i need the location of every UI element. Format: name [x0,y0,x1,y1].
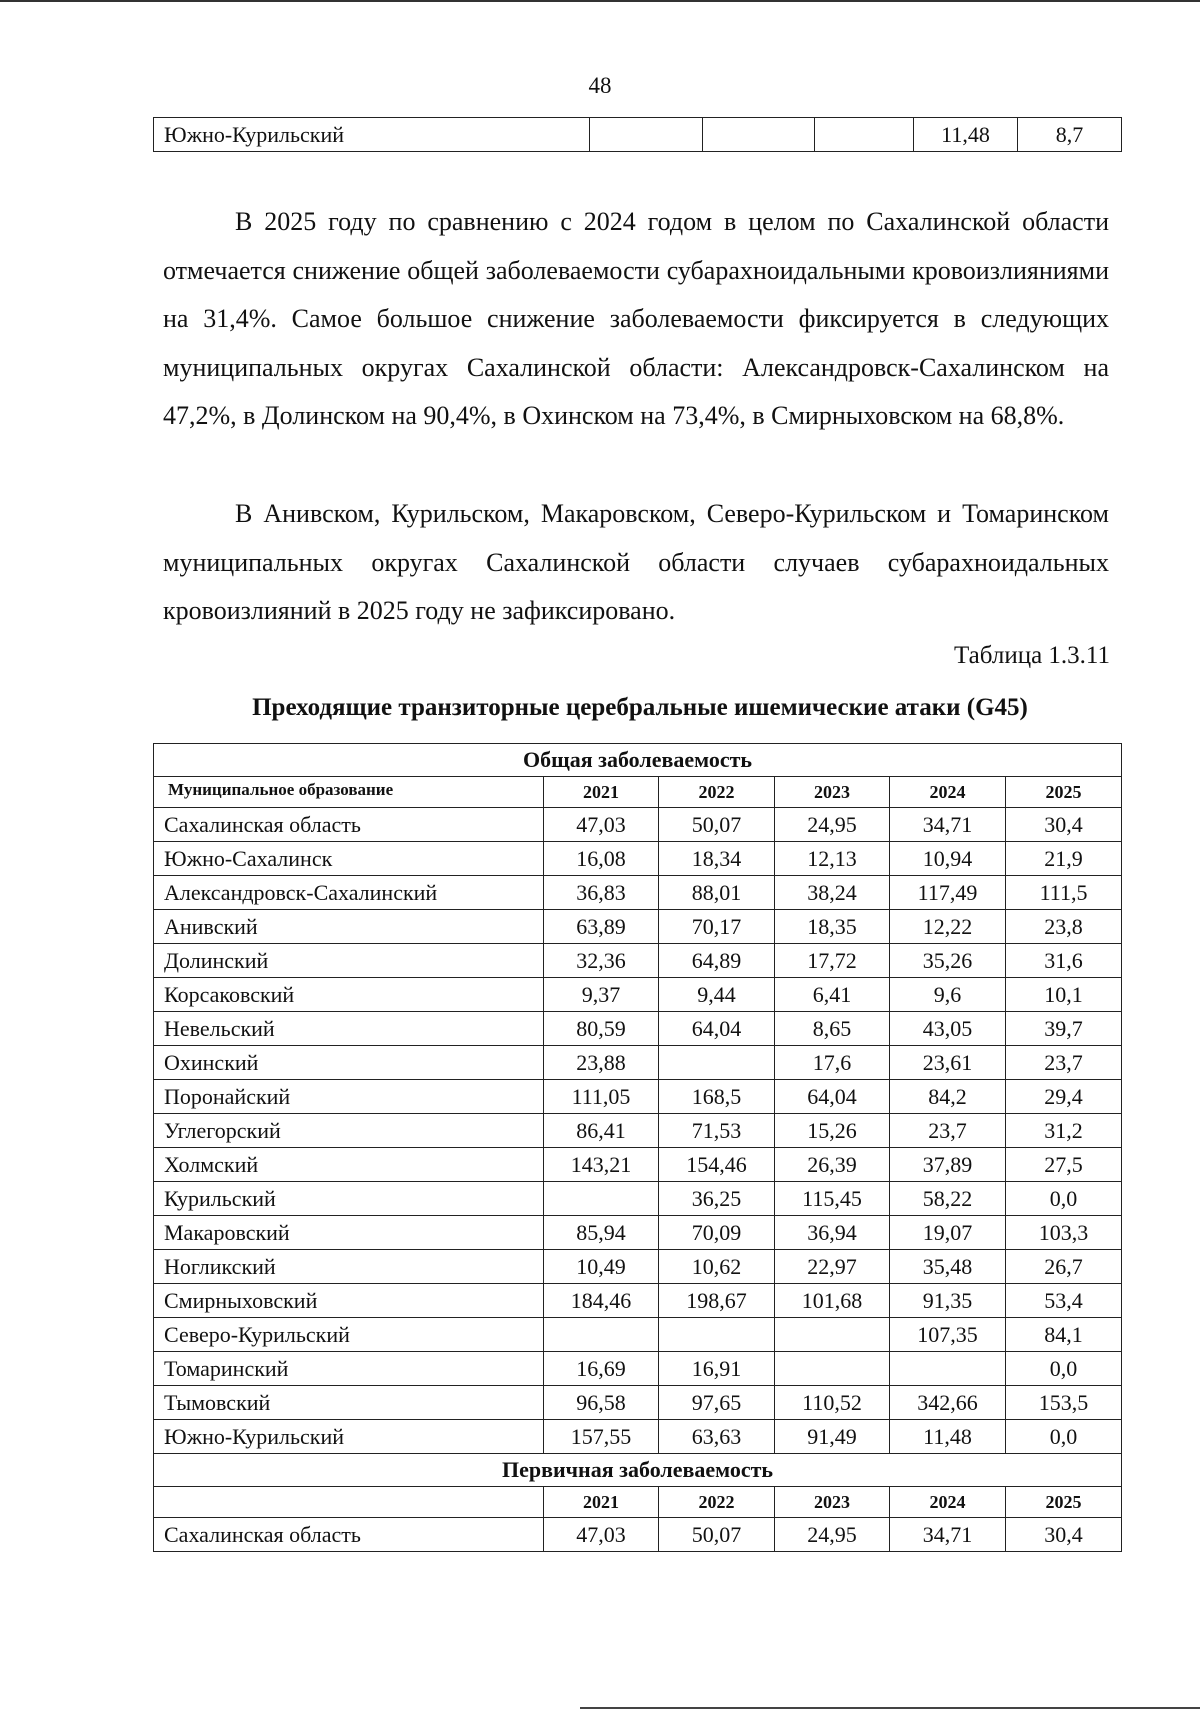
row-name: Александровск-Сахалинский [154,876,544,910]
value-cell: 117,49 [890,876,1006,910]
value-cell: 198,67 [659,1284,775,1318]
value-cell: 63,89 [544,910,659,944]
value-cell: 31,6 [1006,944,1122,978]
value-cell: 43,05 [890,1012,1006,1046]
table-row [154,1352,1122,1386]
value-cell [544,1318,659,1352]
value-cell: 85,94 [544,1216,659,1250]
value-cell: 23,61 [890,1046,1006,1080]
value-cell: 32,36 [544,944,659,978]
value-cell: 96,58 [544,1386,659,1420]
section-header-row [154,1454,1122,1487]
value-cell: 91,35 [890,1284,1006,1318]
value-cell: 17,72 [775,944,890,978]
table-row [154,1250,1122,1284]
value-cell: 53,4 [1006,1284,1122,1318]
value-cell: 24,95 [775,1518,890,1552]
value-cell: 9,37 [544,978,659,1012]
value-cell: 47,03 [544,808,659,842]
table-row [154,1216,1122,1250]
value-cell [659,1318,775,1352]
value-cell: 111,5 [1006,876,1122,910]
table-row [154,808,1122,842]
value-cell: 9,6 [890,978,1006,1012]
table-row [154,1284,1122,1318]
value-cell: 16,69 [544,1352,659,1386]
row-name: Южно-Сахалинск [154,842,544,876]
value-cell: 36,25 [659,1182,775,1216]
value-cell: 86,41 [544,1114,659,1148]
row-name: Поронайский [154,1080,544,1114]
value-cell: 10,62 [659,1250,775,1284]
row-name: Анивский [154,910,544,944]
row-name: Сахалинская область [154,808,544,842]
value-cell: 97,65 [659,1386,775,1420]
value-cell: 19,07 [890,1216,1006,1250]
value-cell: 35,48 [890,1250,1006,1284]
value-cell: 10,49 [544,1250,659,1284]
value-cell: 39,7 [1006,1012,1122,1046]
value-cell: 6,41 [775,978,890,1012]
value-cell: 70,17 [659,910,775,944]
column-header-year: 2022 [659,1487,775,1518]
value-cell: 12,22 [890,910,1006,944]
table-row [154,944,1122,978]
value-cell: 9,44 [659,978,775,1012]
value-cell: 8,65 [775,1012,890,1046]
table-title: Преходящие транзиторные церебральные ишемические атаки (G45) [252,694,1028,721]
value-cell [590,118,703,152]
column-header-name: Муниципальное образование [154,777,544,808]
row-name: Курильский [154,1182,544,1216]
value-cell: 36,94 [775,1216,890,1250]
value-cell: 23,7 [1006,1046,1122,1080]
value-cell: 34,71 [890,808,1006,842]
table-row [154,1386,1122,1420]
row-name: Холмский [154,1148,544,1182]
value-cell: 143,21 [544,1148,659,1182]
body-paragraph: В 2025 году по сравнению с 2024 годом в целом по Сахалинской области отмечается снижение общей заболеваемости субарахноидальными кровоизлияниями на 31,4%. Самое большое снижение заболеваемости фиксируется в следующих муниципальных округах Сахалинской области: Александровск-Сахалинском на 47,2%, в Долинском на 90,4%, в Охинском на 73,4%, в Смирныховском на 68,8%. [163,207,1109,430]
value-cell: 30,4 [1006,808,1122,842]
value-cell: 47,03 [544,1518,659,1552]
value-cell: 18,35 [775,910,890,944]
value-cell: 12,13 [775,842,890,876]
table-row [154,1114,1122,1148]
row-name: Корсаковский [154,978,544,1012]
value-cell: 16,91 [659,1352,775,1386]
value-cell: 64,89 [659,944,775,978]
value-cell: 35,26 [890,944,1006,978]
row-name: Смирныховский [154,1284,544,1318]
table-row [154,1046,1122,1080]
value-cell: 107,35 [890,1318,1006,1352]
value-cell: 168,5 [659,1080,775,1114]
value-cell: 26,39 [775,1148,890,1182]
value-cell [703,118,815,152]
row-name: Томаринский [154,1352,544,1386]
value-cell: 115,45 [775,1182,890,1216]
top-border-line [0,0,1200,2]
table-row [154,1420,1122,1454]
section-header-row [154,744,1122,777]
value-cell: 10,94 [890,842,1006,876]
value-cell: 0,0 [1006,1420,1122,1454]
row-name: Сахалинская область [154,1518,544,1552]
value-cell [775,1352,890,1386]
value-cell: 64,04 [659,1012,775,1046]
column-header-year: 2025 [1006,777,1122,808]
value-cell: 101,68 [775,1284,890,1318]
column-header-year: 2024 [890,777,1006,808]
row-name: Южно-Курильский [154,1420,544,1454]
value-cell: 30,4 [1006,1518,1122,1552]
incidence-table [153,743,1122,1552]
value-cell: 16,08 [544,842,659,876]
column-header-year: 2021 [544,777,659,808]
value-cell: 31,2 [1006,1114,1122,1148]
table-row [154,1318,1122,1352]
value-cell: 184,46 [544,1284,659,1318]
row-name: Северо-Курильский [154,1318,544,1352]
value-cell: 342,66 [890,1386,1006,1420]
value-cell: 58,22 [890,1182,1006,1216]
value-cell: 70,09 [659,1216,775,1250]
value-cell: 154,46 [659,1148,775,1182]
value-cell: 157,55 [544,1420,659,1454]
column-header-row [154,777,1122,808]
value-cell: 84,2 [890,1080,1006,1114]
table-row [154,978,1122,1012]
section-header-general: Общая заболеваемость [154,744,1122,777]
table-row [154,910,1122,944]
value-cell [659,1046,775,1080]
value-cell: 88,01 [659,876,775,910]
table-row [154,1518,1122,1552]
value-cell [890,1352,1006,1386]
value-cell: 10,1 [1006,978,1122,1012]
value-cell [815,118,914,152]
table-row [154,118,1122,152]
carry-over-table [153,117,1122,152]
page-number: 48 [588,73,612,98]
row-name: Макаровский [154,1216,544,1250]
value-cell: 63,63 [659,1420,775,1454]
value-cell: 21,9 [1006,842,1122,876]
value-cell: 50,07 [659,1518,775,1552]
table-row [154,876,1122,910]
column-header-row [154,1487,1122,1518]
body-paragraph: В Анивском, Курильском, Макаровском, Северо-Курильском и Томаринском муниципальных округах Сахалинской области случаев субарахноидальных кровоизлияний в 2025 году не зафиксировано. [163,499,1109,625]
column-header-year: 2023 [775,1487,890,1518]
row-name: Южно-Курильский [154,118,590,152]
value-cell: 24,95 [775,808,890,842]
value-cell: 18,34 [659,842,775,876]
value-cell: 37,89 [890,1148,1006,1182]
bottom-border-line [580,1707,1200,1709]
value-cell: 26,7 [1006,1250,1122,1284]
value-cell: 11,48 [890,1420,1006,1454]
column-header-year: 2025 [1006,1487,1122,1518]
table-row [154,1148,1122,1182]
section-header-primary: Первичная заболеваемость [154,1454,1122,1487]
value-cell: 64,04 [775,1080,890,1114]
table-label: Таблица 1.3.11 [954,642,1110,669]
table-row [154,842,1122,876]
value-cell: 111,05 [544,1080,659,1114]
value-cell: 11,48 [914,118,1018,152]
value-cell: 110,52 [775,1386,890,1420]
value-cell: 153,5 [1006,1386,1122,1420]
row-name: Невельский [154,1012,544,1046]
value-cell: 80,59 [544,1012,659,1046]
value-cell [775,1318,890,1352]
value-cell: 17,6 [775,1046,890,1080]
value-cell: 23,7 [890,1114,1006,1148]
column-header-year: 2023 [775,777,890,808]
value-cell: 27,5 [1006,1148,1122,1182]
value-cell: 15,26 [775,1114,890,1148]
column-header-year: 2022 [659,777,775,808]
column-header-year: 2021 [544,1487,659,1518]
value-cell: 8,7 [1018,118,1122,152]
value-cell: 22,97 [775,1250,890,1284]
value-cell: 0,0 [1006,1182,1122,1216]
row-name: Тымовский [154,1386,544,1420]
row-name: Углегорский [154,1114,544,1148]
table-row [154,1182,1122,1216]
column-header-empty [154,1487,544,1518]
value-cell: 23,88 [544,1046,659,1080]
value-cell: 29,4 [1006,1080,1122,1114]
value-cell: 38,24 [775,876,890,910]
value-cell: 23,8 [1006,910,1122,944]
value-cell: 103,3 [1006,1216,1122,1250]
table-row [154,1080,1122,1114]
value-cell: 34,71 [890,1518,1006,1552]
value-cell: 0,0 [1006,1352,1122,1386]
row-name: Охинский [154,1046,544,1080]
row-name: Ногликский [154,1250,544,1284]
table-row [154,1012,1122,1046]
value-cell: 50,07 [659,808,775,842]
value-cell: 36,83 [544,876,659,910]
column-header-year: 2024 [890,1487,1006,1518]
value-cell: 91,49 [775,1420,890,1454]
row-name: Долинский [154,944,544,978]
value-cell: 84,1 [1006,1318,1122,1352]
value-cell [544,1182,659,1216]
value-cell: 71,53 [659,1114,775,1148]
